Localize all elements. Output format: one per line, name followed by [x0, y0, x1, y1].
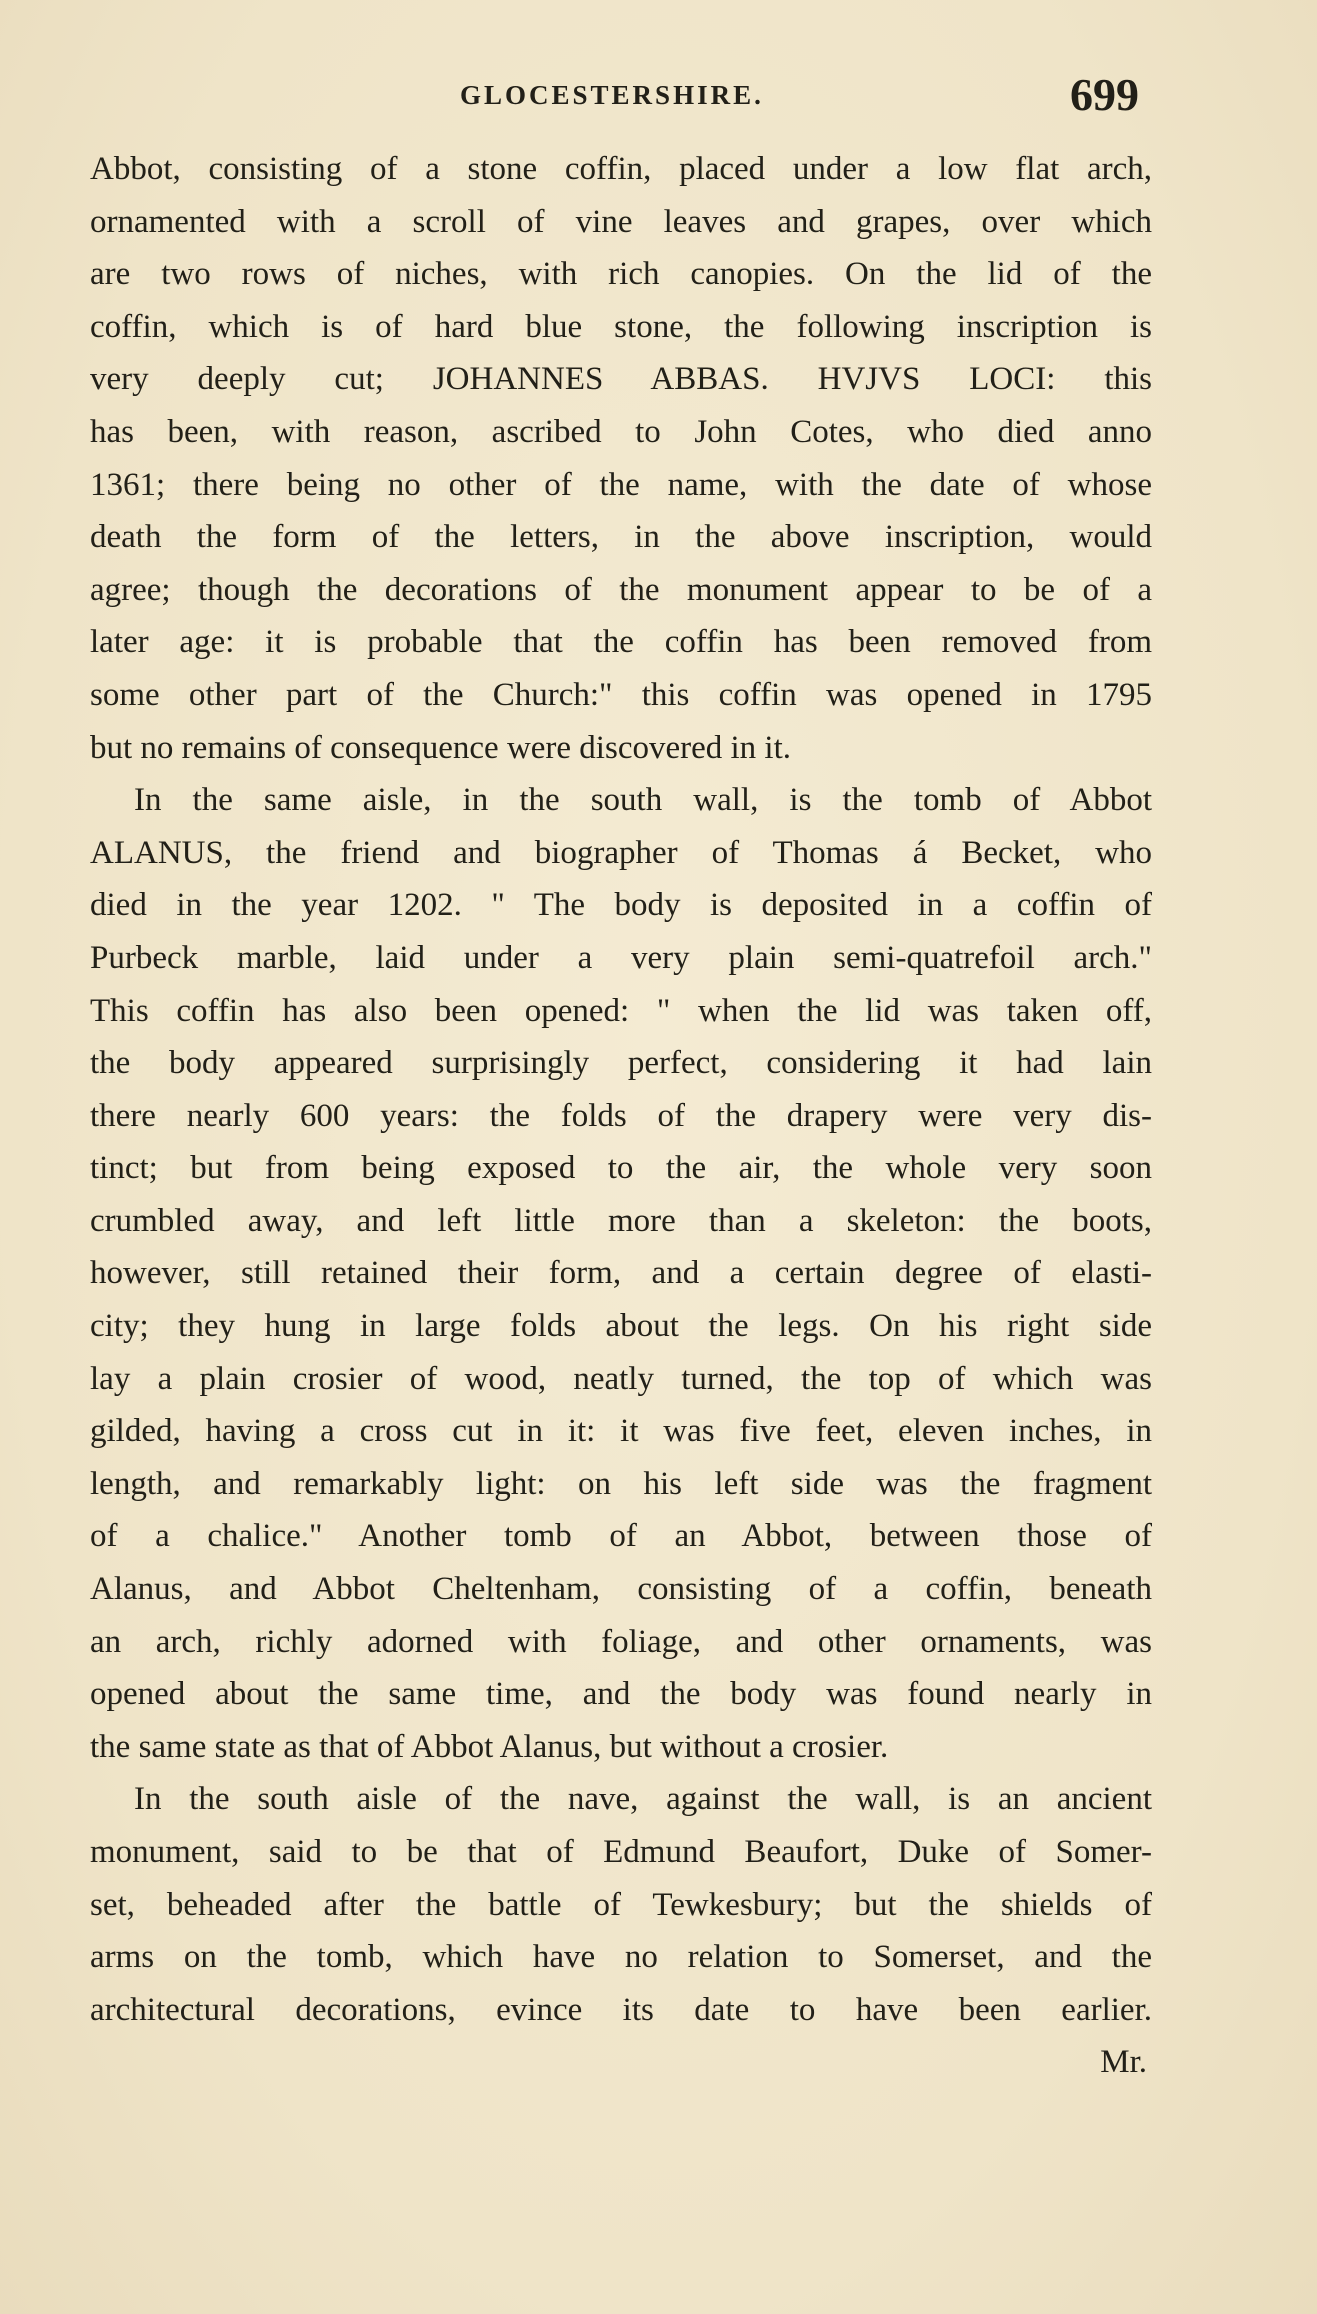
text-line: lay a plain crosier of wood, neatly turned, the top of which was — [90, 1360, 1152, 1397]
text-line: died in the year 1202. " The body is deposited in a coffin of — [90, 887, 1152, 924]
text-line: city; they hung in large folds about the legs. On his right side — [90, 1308, 1152, 1345]
paragraph-first-line: In the south aisle of the nave, against the wall, is an ancient — [134, 1781, 1152, 1818]
text-line: Alanus, and Abbot Cheltenham, consisting of a coffin, beneath — [90, 1571, 1152, 1608]
text-line: architectural decorations, evince its date to have been earlier. — [90, 1991, 1152, 2028]
text-line: are two rows of niches, with rich canopies. On the lid of the — [90, 256, 1152, 293]
paragraph-last-line: the same state as that of Abbot Alanus, but without a crosier. — [90, 1728, 889, 1765]
text-line: Abbot, consisting of a stone coffin, placed under a low flat arch, — [90, 151, 1152, 187]
text-line: an arch, richly adorned with foliage, and other ornaments, was — [90, 1623, 1152, 1660]
text-line: very deeply cut; JOHANNES ABBAS. HVJVS LOCI: this — [90, 361, 1152, 398]
text-line: ALANUS, the friend and biographer of Thomas á Becket, who — [90, 834, 1152, 871]
paragraph-first-line: In the same aisle, in the south wall, is the tomb of Abbot — [134, 782, 1152, 819]
text-line: gilded, having a cross cut in it: it was five feet, eleven inches, in — [90, 1413, 1152, 1450]
page-number: 699 — [1070, 69, 1139, 120]
text-line: length, and remarkably light: on his left side was the fragment — [90, 1465, 1152, 1502]
catchword: Mr. — [1100, 2044, 1147, 2081]
text-line: some other part of the Church:" this coffin was opened in 1795 — [90, 676, 1152, 713]
text-line: set, beheaded after the battle of Tewkesbury; but the shields of — [90, 1886, 1152, 1923]
text-line: agree; though the decorations of the monument appear to be of a — [90, 571, 1152, 608]
paragraph-last-line: but no remains of consequence were discovered in it. — [90, 729, 792, 766]
text-line: Purbeck marble, laid under a very plain semi-quatrefoil arch." — [90, 939, 1152, 976]
text-line: opened about the same time, and the body was found nearly in — [90, 1676, 1152, 1713]
body-text — [90, 143, 1152, 2089]
text-line: ornamented with a scroll of vine leaves and grapes, over which — [90, 203, 1152, 240]
page-header — [90, 68, 1170, 128]
text-line: of a chalice." Another tomb of an Abbot, between those of — [90, 1518, 1152, 1555]
text-line: tinct; but from being exposed to the air, the whole very soon — [90, 1150, 1152, 1187]
text-line: there nearly 600 years: the folds of the drapery were very dis- — [90, 1097, 1152, 1134]
text-line: crumbled away, and left little more than a skeleton: the boots, — [90, 1202, 1152, 1239]
text-line: death the form of the letters, in the above inscription, would — [90, 519, 1152, 556]
text-line: however, still retained their form, and a certain degree of elasti- — [90, 1255, 1152, 1292]
text-line: coffin, which is of hard blue stone, the following inscription is — [90, 308, 1152, 345]
running-head: GLOCESTERSHIRE. — [460, 80, 764, 110]
text-line: monument, said to be that of Edmund Beaufort, Duke of Somer- — [90, 1834, 1152, 1870]
text-line: 1361; there being no other of the name, with the date of whose — [90, 466, 1152, 503]
text-line: the body appeared surprisingly perfect, considering it had lain — [90, 1045, 1152, 1082]
text-line: arms on the tomb, which have no relation to Somerset, and the — [90, 1939, 1152, 1976]
text-line: This coffin has also been opened: " when the lid was taken off, — [90, 992, 1152, 1029]
text-line: later age: it is probable that the coffin has been removed from — [90, 624, 1152, 661]
text-line: has been, with reason, ascribed to John Cotes, who died anno — [90, 413, 1152, 450]
